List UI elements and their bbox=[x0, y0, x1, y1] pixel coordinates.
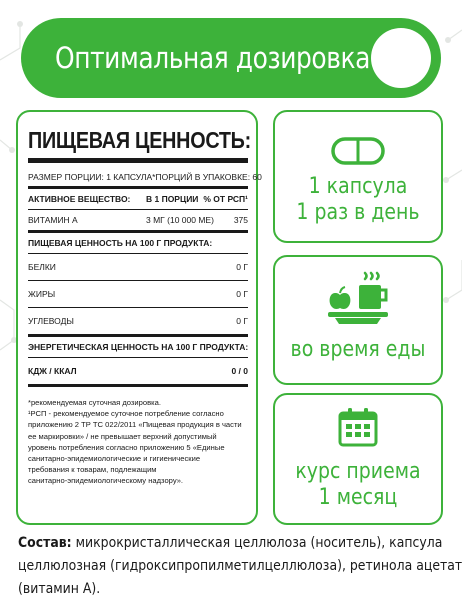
composition bbox=[18, 532, 462, 601]
energy-name: КДЖ / ККАЛ bbox=[28, 366, 77, 376]
vitamin-name: ВИТАМИН А bbox=[28, 215, 78, 225]
dose-line1: 1 капсула bbox=[308, 174, 408, 199]
footnote-line: уровень потребления согласно приложению 5 «Единые bbox=[28, 442, 225, 452]
list-item bbox=[28, 308, 248, 334]
vitamin-amount: 3 МГ (10 000 МЕ) bbox=[146, 215, 214, 225]
per100-title-row bbox=[28, 233, 248, 253]
meal-line1: во время еды bbox=[290, 337, 426, 362]
serving-size: РАЗМЕР ПОРЦИИ: 1 КАПСУЛА* bbox=[28, 172, 156, 182]
nutrient-value: 0 Г bbox=[236, 262, 248, 272]
list-item bbox=[28, 281, 248, 307]
nutrition-title: ПИЩЕВАЯ ЦЕННОСТЬ: bbox=[28, 127, 251, 153]
footnote-line: санитарно-эпидемиологическому надзору». bbox=[28, 476, 184, 486]
nutrient-value: 0 Г bbox=[236, 289, 248, 299]
energy-value: 0 / 0 bbox=[231, 366, 248, 376]
nutrient-value: 0 Г bbox=[236, 316, 248, 326]
footnote-line: приложению 2 ТР ТС 022/2011 «Пищевая продукция в части bbox=[28, 420, 242, 430]
course-line1: курс приема bbox=[295, 459, 421, 484]
footnote-line: ¹РСП - рекомендуемое суточное потребление согласно bbox=[28, 409, 224, 419]
composition-label: Состав: bbox=[18, 535, 72, 551]
active-header: АКТИВНОЕ ВЕЩЕСТВО: bbox=[28, 194, 131, 204]
serving-row bbox=[28, 168, 262, 186]
footnote-line: *рекомендуемая суточная дозировка. bbox=[28, 398, 161, 407]
footnotes bbox=[28, 397, 248, 487]
per-serving-header: В 1 ПОРЦИИ bbox=[146, 194, 199, 204]
vitamin-percent: 375 bbox=[233, 215, 248, 225]
composition-line3: (витамин А). bbox=[18, 581, 101, 597]
calendar-icon bbox=[338, 407, 378, 447]
nutrient-name: БЕЛКИ bbox=[28, 262, 56, 272]
meal-icon bbox=[325, 271, 391, 325]
nutrition-facts-card bbox=[16, 110, 262, 525]
list-item bbox=[28, 254, 248, 280]
banner-circle bbox=[371, 28, 431, 88]
footnote-line: санитарно-эпидемиологические и гигиенические bbox=[28, 454, 201, 464]
active-header-row bbox=[28, 189, 248, 209]
per100-title: ПИЩЕВАЯ ЦЕННОСТЬ НА 100 Г ПРОДУКТА: bbox=[28, 238, 213, 248]
capsule-icon bbox=[330, 136, 386, 166]
dose-line2: 1 раз в день bbox=[296, 200, 420, 225]
meal-card bbox=[273, 255, 443, 385]
servings-per-pack: ПОРЦИЙ В УПАКОВКЕ: 60 bbox=[155, 172, 262, 182]
vitamin-row bbox=[28, 210, 248, 230]
header-banner bbox=[21, 18, 441, 98]
composition-line2: целлюлозная (гидроксипропилметилцеллюлоза), ретинола ацетат bbox=[18, 558, 462, 574]
dose-card bbox=[273, 110, 443, 243]
composition-line1: микрокристаллическая целлюлоза (носитель), капсула bbox=[75, 535, 443, 551]
energy-title-row bbox=[28, 337, 248, 357]
divider bbox=[28, 384, 248, 387]
footnote-line: ее маркировки» / не превышает верхний допустимый bbox=[28, 431, 217, 441]
divider bbox=[28, 158, 248, 163]
footnote-line: требования к товарам, подлежащим bbox=[28, 465, 157, 475]
nutrient-name: УГЛЕВОДЫ bbox=[28, 316, 74, 326]
banner-title: Оптимальная дозировка bbox=[55, 41, 371, 75]
nutrient-name: ЖИРЫ bbox=[28, 289, 56, 299]
energy-row bbox=[28, 358, 248, 384]
course-card bbox=[273, 393, 443, 525]
course-line2: 1 месяц bbox=[318, 485, 398, 510]
energy-title: ЭНЕРГЕТИЧЕСКАЯ ЦЕННОСТЬ НА 100 Г ПРОДУКТА: bbox=[28, 342, 249, 352]
rsp-header: % ОТ РСП¹ bbox=[203, 194, 248, 204]
